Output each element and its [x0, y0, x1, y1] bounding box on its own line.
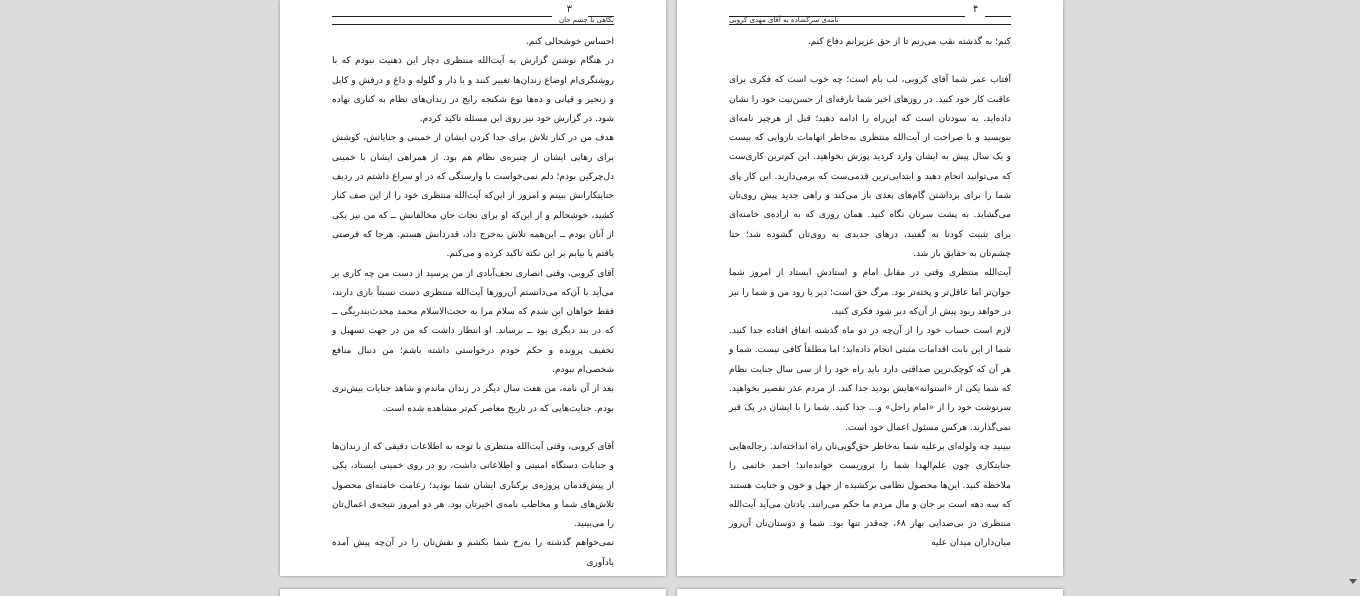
- document-page-next-right: [677, 589, 1063, 596]
- document-page-4: [677, 0, 1063, 576]
- paragraph: کنم؛ به گذشته نقب می‌زنم تا از حق عزیزانم دفاع کنم.: [807, 37, 1011, 47]
- header-rule-short: [985, 16, 1011, 17]
- header-underline: [332, 24, 614, 25]
- paragraph: احساس خوشحالی کنم.: [526, 37, 614, 47]
- paragraph: در هنگام نوشتن گزارش به آیت‌الله منتظری دچار این ذهنیت نبودم که با روشنگری‌ام اوضاع زندان‌ها تغییر کنند و یا دار و گلوله و داغ و درفش و کابل و زنجیر و قپانی و ده‌ها نوع شکنجه رایج در زندان‌های نظام به کناری نهاده شود. در گزارش خود نیز روی این مسئله تاکید کردم.: [332, 56, 614, 125]
- page-header: [729, 4, 1011, 26]
- running-title: نگاهی با چشم جان: [558, 16, 614, 24]
- page-body: [332, 33, 614, 573]
- document-page-next-left: [280, 589, 666, 596]
- header-rule: [332, 16, 552, 17]
- paragraph: آقای کروبی، وقتی انصاری نجف‌آبادی از من پرسید از دست من چه کاری بر می‌آید با آن‌که می‌دانستم آن‌روزها آیت‌الله منتظری دست نسبتاً بازی دارند، فقط خواهان این شدم که سلام مرا به حجت‌الاسلام محمد محدث‌بندریگی ــ که در بند دیگری بود ــ برساند. او انتظار داشت که من در جهت تسهیل و تخفیف پرونده و حکم خودم درخواستی داشته باشم؛ من دنبال منافع شخصی‌ام نبودم.: [332, 268, 614, 376]
- page-number: ۴: [973, 4, 979, 15]
- paragraph: لازم است حساب خود را از آن‌چه در دو ماه گذشته اتفاق افتاده جدا کنید. شما از این بابت اقدامات مثبتی انجام داده‌اید؛ اما مطلقاً کافی نیست. شما و هر آن که کوچک‌ترین صداقتی دارد باید راه خود را از سی سال جنایت نظام که شما یکی از «استوانه»هایش بودید جدا کند. از مردم عذر تقصیر بخواهید. سرنوشت خود را از «امام راحل» و... جدا کنید. شما را با ایشان در یک قبر نمی‌گذارند. هرکس مسئول اعمال خود است.: [729, 326, 1011, 433]
- paragraph: آفتاب عمر شما آقای کروبی، لب بام است؛ چه خوب است که فکری برای عاقبت کار خود کنید. در روزهای اخیر شما بارقه‌ای از حسن‌نیت خود را نشان داده‌اید. به سودتان است که این‌راه را ادامه دهید؛ قبل از هرچیز نامه‌ای بنویسید و با صراحت از آیت‌الله منتظری به‌خاطر اتهامات ناروایی که بیست و یک سال پیش به ایشان وارد کردید پوزش بخواهید. این کم‌ترین کاری‌ست که می‌توانید انجام دهید و ابتدایی‌ترین قدمی‌ست که برمی‌دارید. این کار پای شما را برای برداشتن گام‌های بعدی باز می‌کند و راهی جدید پیش روی‌تان می‌گشاید. به پشت سرتان نگاه کنید. همان روزی که به اراده‌ی خامنه‌ای برای تثبیت کودتا نه گفتید، درهای جدیدی به روی‌تان گشوده شد؛ حتا چشم‌تان به حقایق باز شد.: [729, 75, 1011, 259]
- paragraph-gap: [729, 52, 1011, 71]
- paragraph: آیت‌الله منتظری وقتی در مقابل امام و استادش ایستاد از امروز شما جوان‌تر اما عاقل‌تر و پخته‌تر بود. مرگ حق است؛ دیر یا زود من و شما را نیز در خواهد ربود پیش از آن‌که دیر شود فکری کنید.: [729, 268, 1011, 317]
- running-title: نامه‌ی سرگشاده به آقای مهدی کروبی: [729, 16, 839, 24]
- vertical-scrollbar[interactable]: [1343, 0, 1360, 596]
- page-body: [729, 33, 1011, 554]
- paragraph: هدف من در کنار تلاش برای جدا کردن ایشان از خمینی و جنایاتش، کوشش برای رهایی ایشان از چنبره‌ی نظام هم بود. از همراهی ایشان با خمینی دل‌چرکین بودم؛ دلم نمی‌خواست با وارستگی که در او سراغ داشتم در ردیف جنایتکارانش ببینم و امروز از این‌که آیت‌الله منتظری خود را از این صف کنار کشید، خوشحالم و از این‌که او برای نجات جان مخالفانش ــ که من نیز یکی از آنان بودم ــ این‌همه تلاش به‌خرج داد، قدردانش هستم. هرجا که فرصتی یافتم یا بیابم بر این نکته تاکید کرده و می‌کنم.: [332, 133, 614, 260]
- paragraph-gap: [332, 419, 614, 438]
- page-header: [332, 4, 614, 26]
- document-page-3: [280, 0, 666, 576]
- paragraph: آقای کروبی، وقتی آیت‌الله منتظری با توجه به اطلاعات دقیقی که از زندان‌ها و جنایات دستگاه امنیتی و اطلاعاتی داشت، رو در روی خمینی ایستاد، یکی از پیش‌قدمان پروژه‌ی برکناری ایشان شما بودید؛ زعامت خامنه‌ای محصول تلاش‌های شما و مخاطب نامه‌ی اخیرتان بود. هر دو امروز نتیجه‌ی اعمال‌تان را می‌بینید.: [332, 441, 614, 530]
- paragraph: ببینید چه ولوله‌ای برعلیه شما به‌خاطر حق‌گویی‌تان راه انداخته‌اند. رجاله‌هایی جنایتکاری چون علم‌الهدا شما را تروریست خوانده‌اند؛ احمد خاتمی را ملاحظه کنید. این‌ها محصول نظامی برکشیده از جهل و خون و جنایت هستند که سه دهه است بر جان و مال مردم ما حکم می‌رانند. یادتان می‌آید آیت‌الله منتظری در بی‌صدایی بهار ۶۸، چه‌قدر تنها بود. شما و دوستان‌تان آن‌روز میان‌داران میدان علیه: [729, 441, 1011, 549]
- scroll-down-arrow-icon[interactable]: [1349, 579, 1357, 584]
- paragraph: نمی‌خواهم گذشته را به‌رخ شما بکشم و نقش‌تان را در آن‌چه پیش آمده یادآوری: [332, 538, 614, 568]
- page-number: ۳: [566, 4, 572, 15]
- header-underline: [729, 24, 1011, 25]
- paragraph: بعد از آن نامه، من هفت سال دیگر در زندان ماندم و شاهد جنایات بیش‌تری بودم. جنایت‌هایی که در تاریخ معاصر کم‌تر مشاهده شده است.: [332, 384, 614, 414]
